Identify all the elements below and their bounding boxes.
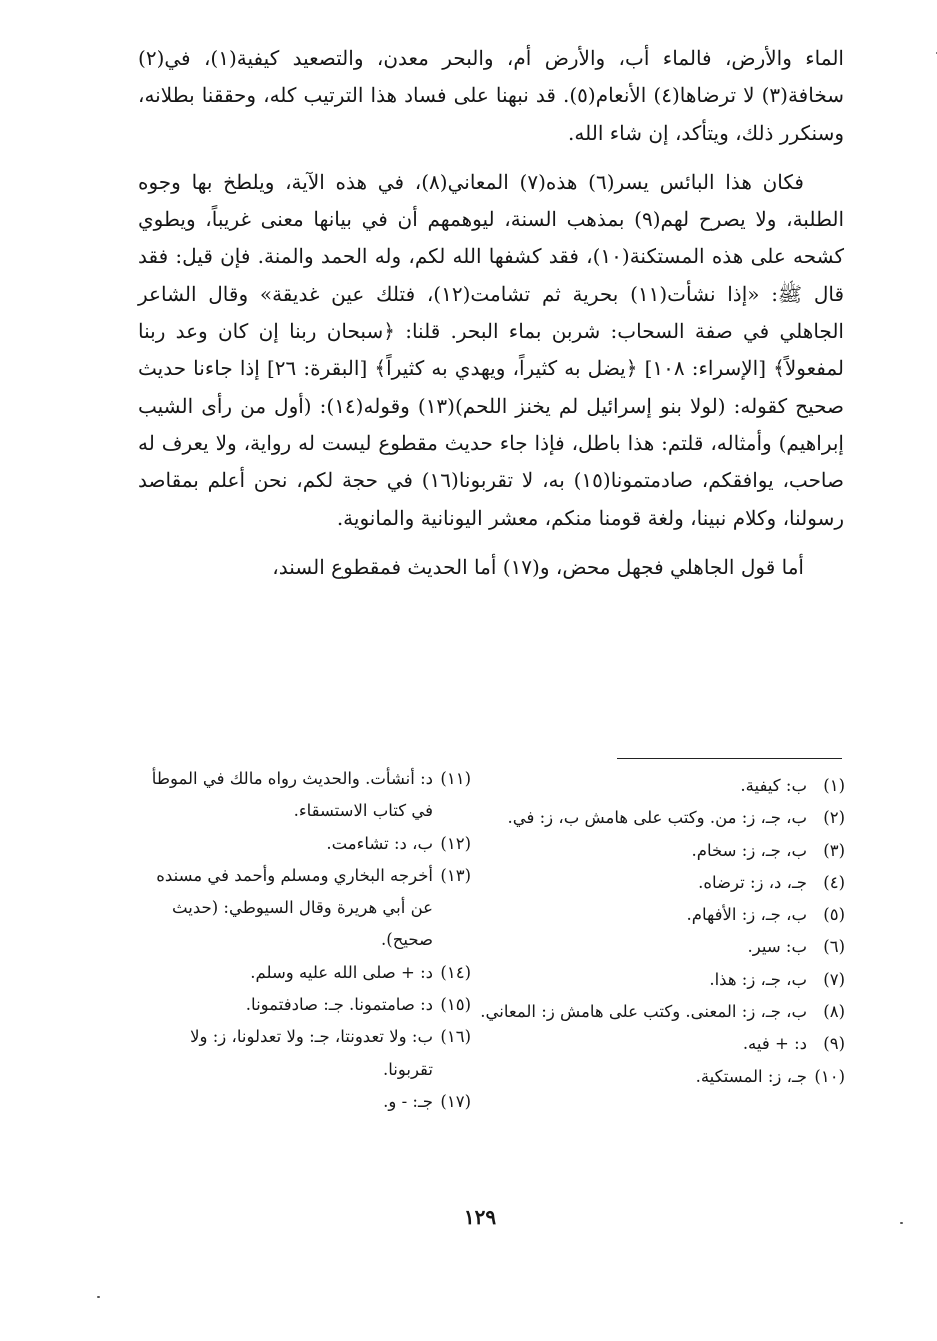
footnote (136, 989, 471, 1021)
footnote-number: (١٣) (440, 865, 471, 885)
footnote-text: د: أنشأت. والحديث رواه مالك في الموطأ في كتاب الاستسقاء. (151, 769, 433, 821)
footnote-number: (١٦) (440, 1027, 471, 1047)
paragraph-2: فكان هذا البائس يسر(٦) هذه(٧) المعاني(٨)، في هذه الآية، ويلطخ بها وجوه الطلبة، ولا يصرح لهم(٩) بمذهب السنة، ليوهمهم أن في بيانها معنى غريباً، ويطوي كشحه على هذه المستكنة(١٠)، فقد كشفها الله لكم، وله الحمد والمنة. فإن قيل: فقد قال ﷺ: «إذا نشأت(١١) بحرية ثم تشامت(١٢)، فتلك عين غديقة» وقال الشاعر الجاهلي في صفة السحاب: شربن بماء البحر. قلنا: ﴿سبحان ربنا إن كان وعد ربنا لمفعولاً﴾ [الإسراء: ١٠٨] ﴿يضل به كثيراً، ويهدي به كثيراً﴾ [البقرة: ٢٦] إذا جاءنا حديث صحيح كقوله: (لولا بنو إسرائيل لم يخنز اللحم)(١٣) وقوله(١٤): (أول من رأى الشيب إبراهيم) وأمثاله، قلتم: هذا باطل، فإذا جاء حديث مقطوع ليست له رواية، ولا يعرف له صاحب، يوافقكم، صادمتمونا(١٥) به، لا تقربونا(١٦) في حجة لكم، نحن أعلم بمقاصد رسولنا، وكلام نبينا، ولغة قومنا منكم، معشر اليونانية والمانوية. (138, 169, 845, 530)
footnote-number: (٥) (823, 905, 845, 925)
footnote-text: أخرجه البخاري ومسلم وأحمد في مسنده عن أبي هريرة وقال السيوطي: (حديث صحيح). (156, 865, 433, 950)
footnotes-right-column (475, 770, 845, 1093)
footnote (136, 763, 471, 828)
footnote-number: (١) (823, 776, 845, 795)
footnote-number: (٨) (823, 1002, 845, 1022)
footnote (475, 835, 845, 867)
main-text (138, 40, 844, 586)
footnote-text: جـ، د، ز: ترضاه. (698, 872, 807, 892)
footnote (136, 1021, 471, 1086)
footnote (475, 1028, 845, 1060)
footnote-separator (617, 758, 842, 759)
footnote (475, 931, 845, 963)
footnote-number: (٦) (823, 937, 845, 957)
footnote-text: ب، جـ، ز: الأفهام. (686, 905, 807, 925)
footnote-text: ب: ولا تعدونتا، جـ: ولا تعدلونا، ز: ولا تقربونا. (190, 1027, 433, 1079)
footnote (136, 1086, 471, 1118)
footnote-number: (٢) (823, 808, 845, 828)
footnote (475, 964, 845, 996)
footnote-text: د: + فيه. (742, 1034, 807, 1054)
scan-speck (900, 1222, 903, 1224)
footnote (475, 1061, 845, 1093)
footnote-text: جـ: - و. (383, 1091, 433, 1111)
footnote-number: (١٢) (440, 833, 471, 853)
footnote-text: ب، جـ، ز: سخام. (691, 840, 807, 860)
footnote-text: ب: كيفية. (740, 776, 807, 795)
footnote-number: (٩) (823, 1034, 845, 1054)
page-number: ١٢٩ (463, 1205, 497, 1229)
footnote-number: (٣) (823, 840, 845, 860)
scan-speck (97, 1296, 100, 1298)
footnote (136, 957, 471, 989)
footnote-text: ب: سير. (747, 937, 807, 957)
footnotes-left-column (136, 763, 471, 1118)
footnote (475, 867, 845, 899)
footnote (475, 899, 845, 931)
paragraph-1: الماء والأرض، فالماء أب، والأرض أم، والبحر معدن، والتصعيد كيفية(١)، في(٢) سخافة(٣) لا ترضاها(٤) الأنعام(٥). قد نبهنا على فساد هذا الترتيب كله، وحققنا بطلانه، وسنكرر ذلك، ويتأكد، إن شاء الله. (138, 46, 845, 145)
footnote (136, 860, 471, 957)
footnote-number: (٤) (823, 872, 845, 892)
footnote (136, 828, 471, 860)
footnote-number: (٧) (823, 969, 845, 989)
footnote-text: جـ، ز: المستكية. (695, 1066, 807, 1086)
footnote-text: ب، جـ، ز: المعنى. وكتب على هامش ز: المعاني. (480, 1002, 807, 1022)
footnote-number: (١٤) (440, 962, 471, 982)
footnote-number: (١٥) (440, 995, 471, 1015)
footnote (475, 996, 845, 1028)
footnote-text: ب، د: تشاءمت. (326, 833, 433, 853)
footnote (475, 802, 845, 834)
footnote-text: د: صامتمونا. جـ: صادفتمونا. (245, 995, 433, 1015)
paragraph-3: أما قول الجاهلي فجهل محض، و(١٧) أما الحديث فمقطوع السند، (272, 554, 804, 579)
footnote-number: (١٠) (814, 1066, 845, 1086)
footnote-number: (١٧) (440, 1091, 471, 1111)
footnote-text: ب، جـ، ز: من. وكتب على هامش ب، ز: في. (507, 808, 807, 828)
footnote-number: (١١) (440, 769, 471, 788)
footnote-text: ب، جـ، ز: هذا. (709, 969, 807, 989)
footnote-text: د: + صلى الله عليه وسلم. (250, 962, 433, 982)
footnote (475, 770, 845, 802)
